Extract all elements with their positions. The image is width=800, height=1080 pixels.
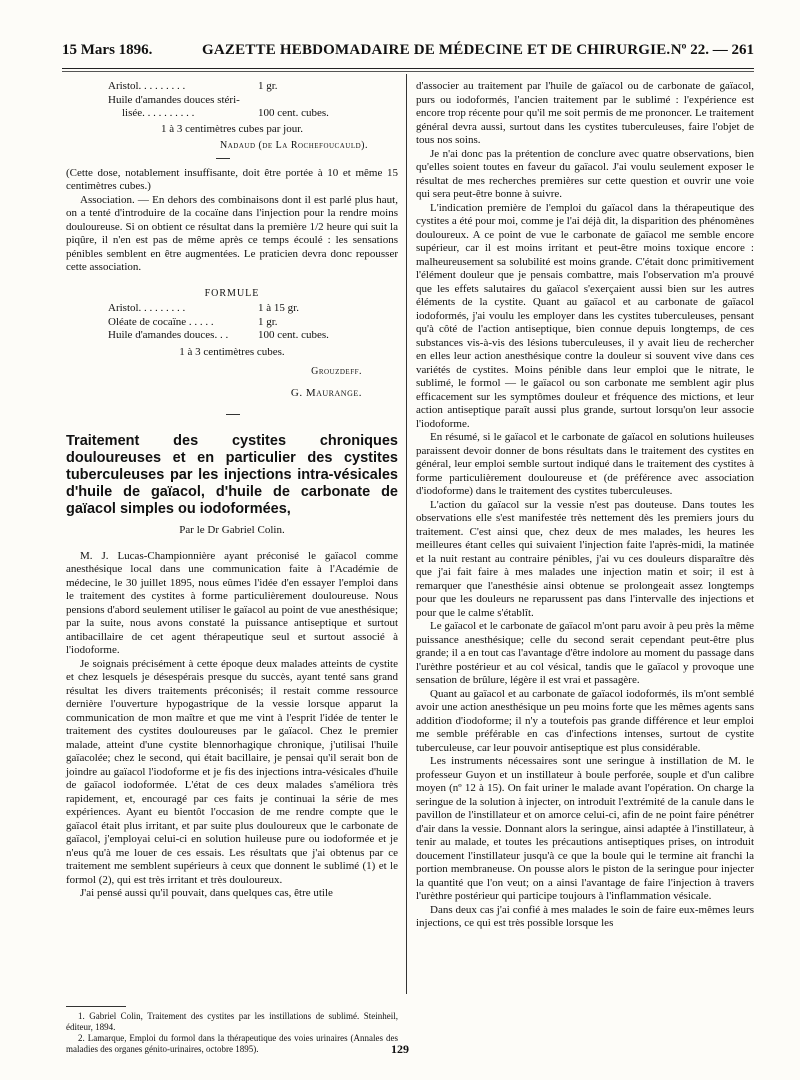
header-issue: Nº 22. — 261 (670, 42, 754, 58)
article-paragraph: Quant au gaïacol et au carbonate de gaïacol iodoformés, ils m'ont semblé avoir une action anesthésique un peu moins forte que les mêmes agents sans addition d'iodoforme; il n'y a toutefois pas grande différence et leur emploi me semble préférable en cas d'infections intenses, surtout de cystite tuberculeuse, car leur pouvoir antiseptique est plus considérable. (416, 687, 754, 754)
rx-line: Aristol. . . . . . . . . 1 gr. (108, 80, 278, 92)
rx1-signature: Nadaud (de La Rochefoucauld). (220, 140, 368, 151)
article-paragraph: Les instruments nécessaires sont une seringue à instillation de M. le professeur Guyon et un instillateur à boule perforée, souple et d'un calibre moyen (nº 12 à 15). On fait uriner le malade avant l'opération. On charge la seringue de la solution à injecter, on introduit l'extrémité de la canule dans le pavillon de l'instillateur et on amorce celui-ci, afin de ne point faire pénétrer d'air dans la vessie. Donnant alors la seringue, ainsi adaptée à l'instillateur, à tenir au malade, et toutes les précautions antiseptiques prises, on introduit doucement l'instillateur jusqu'à ce que la boule qui le termine ait franchi la portion membraneuse. On pousse alors le piston de la seringue pour injecter la quantité que l'on veut; on a ainsi l'avantage de faire l'injection à travers l'urèthre postérieur qui participe toujours à l'inflammation vésicale. (416, 755, 754, 902)
rx2-dose: 1 à 3 centimètres cubes. (179, 345, 285, 358)
article-paragraph: d'associer au traitement par l'huile de gaïacol ou de carbonate de gaïacol, purs ou iodoformés, l'ancien traitement par le sublimé : l'expérience est encore trop récente pour qu'il me soit permis de me prononcer. Le traitement général devra aussi, surtout dans les cystites tuberculeuses, faire l'objet de tous nos soins. (416, 80, 754, 146)
rx-line: Huile d'amandes douces. . . 100 cent. cubes. (108, 329, 329, 341)
header-date: 15 Mars 1896. (62, 42, 153, 58)
article-paragraph: L'indication première de l'emploi du gaïacol dans la thérapeutique des cystites a été pour moi, comme je l'ai déjà dit, la disparition des phénomènes douloureux. A ce point de vue le carbonate de gaïacol me semble encore supérieur, car il est moins irritant et peut-être moins toxique encore : malheureusement sa solubilité est moins grande. C'était donc primitivement l'élément douleur que je pensais combattre, mais l'observation m'a prouvé que les effets salutaires du gaïacol s'exerçaient aussi bien sur les autres éléments de la cystite. Quant au gaïacol et au carbonate de gaïacol iodoformés, j'ai voulu les employer dans les cystites tuberculeuses, pensant qu'à côté de l'action antiseptique, bien connue depuis longtemps, de ces substances vis-à-vis des lésions tuberculeuses, il y avait lieu de rechercher en elles leur action anesthésique contre la douleur si souvent vive dans ces variétés de cystites. Moins pénible dans leur emploi que le nitrate, le sublimé, le formol — le gaïacol ou son carbonate me semblent agir plus efficacement sur les symptômes douleur et fréquence des mictions, et leur action antiseptique paraît aussi plus grande, surtout lorsqu'on leur associe l'iodoforme. (416, 201, 754, 430)
column-divider (406, 74, 407, 994)
footnote: 2. Lamarque, Emploi du formol dans la thérapeutique des voies urinaires (Annales des maladies des organes génito-urinaires, octobre 1895). (66, 1033, 398, 1054)
article-paragraph: Je n'ai donc pas la prétention de conclure avec quatre observations, bien qu'elles soient toutes en faveur du gaïacol. J'ai voulu seulement exposer le résultat de mes recherches premières sur cette question et ouvrir une voie qui sera peut-être bonne à suivre. (416, 147, 754, 200)
rx1-dose: 1 à 3 centimètres cubes par jour. (160, 122, 304, 135)
author-signature: G. Maurange. (290, 386, 362, 399)
article-paragraph: L'action du gaïacol sur la vessie n'est pas douteuse. Dans toutes les observations elle s'est manifestée très nettement dès les premiers jours du traitement. C'est ainsi que, chez deux de mes malades, les heures les meilleures étant celles qui suivaient l'injection faite l'après-midi, la matinée et la nuit restant au contraire pénibles, j'ai vu ces douleurs disparaître dès que j'ai fait faire à mes malades une injection matin et soir; il est à remarquer que l'anesthésie ainsi obtenue se prolongeait assez longtemps pour que les douleurs ne reparussent pas dans l'intervalle des injections et pour que le calme s'établît. (416, 498, 754, 619)
rx-line: Oléate de cocaïne . . . . . 1 gr. (108, 315, 278, 328)
article-paragraph: En résumé, si le gaïacol et le carbonate de gaïacol en solutions huileuses paraissent devoir donner de bons résultats dans le traitement des cystites en général, leur emploi semble surtout indiqué dans le traitement des cystites à forme particulièrement douloureuse et (de préférence avec association d'iodoforme) dans le traitement des cystites tuberculeuses. (416, 431, 754, 497)
header-rule (62, 68, 754, 69)
rx-line: Aristol. . . . . . . . . 1 à 15 gr. (108, 302, 299, 314)
rx-line: Huile d'amandes douces stéri- (108, 93, 240, 106)
article-paragraph: M. J. Lucas-Championnière ayant préconisé le gaïacol comme anesthésique local dans une communication faite à l'Académie de médecine, le 30 juillet 1895, nous eûmes l'idée d'en essayer l'emploi dans le traitement des cystites à forme particulièrement douloureuse. Nous pensions d'abord seulement utiliser le gaïacol au point de vue anesthésique; par la suite, nous avons constaté la puissance antiseptique et surtout antibacillaire de cet agent thérapeutique seul et surtout associé à l'iodoforme. (66, 549, 398, 656)
paragraph-association: Association. — En dehors des combinaisons dont il est parlé plus haut, on a tenté d'introduire de la cocaïne dans l'injection pour la rendre moins douloureuse. Si on obtient ce résultat dans la première 1/2 heure qui suit la piqûre, il n'en est pas de même après ce temps écoulé : les sensations pénibles semblent en être augmentées. Le praticien devra donc repousser cette association. (66, 193, 398, 273)
section-separator (226, 414, 240, 415)
running-header (62, 42, 754, 64)
header-journal: GAZETTE HEBDOMADAIRE DE MÉDECINE ET DE CHIRURGIE. (202, 42, 671, 58)
footnote-rule (66, 1006, 126, 1007)
article-title: Traitement des cystites chroniques douloureuses et en particulier des cystites tuberculeuses par les injections intra-vésicales d'huile de gaïacol, d'huile de carbonate de gaïacol simples ou iodoformées, (66, 433, 398, 517)
paragraph-dose: (Cette dose, notablement insuffisante, doit être portée à 10 et même 15 centimètres cubes.) (66, 166, 398, 192)
left-column (66, 80, 398, 901)
article-paragraph: Dans deux cas j'ai confié à mes malades le soin de faire eux-mêmes leurs injections, ce qui est très possible lorsque les (416, 903, 754, 929)
article-paragraph: Le gaïacol et le carbonate de gaïacol m'ont paru avoir à peu près la même puissance anesthésique; celle du second serait cependant peut-être plus grande; il a en tout cas l'avantage d'être indolore au moment du passage dans l'urèthre postérieur et au col vésical, tandis que le gaïacol y provoque une sensation de brûlure, légère il est vrai et passagère. (416, 620, 754, 686)
rx2-signature: Grouzdeff. (311, 366, 362, 377)
article-paragraph: J'ai pensé aussi qu'il pouvait, dans quelques cas, être utile (80, 887, 333, 899)
page-number: 129 (391, 1042, 409, 1056)
header-rule-thin (62, 71, 754, 72)
right-column (416, 80, 754, 931)
rx-line: lisée. . . . . . . . . . 100 cent. cubes. (122, 107, 329, 119)
article-paragraph: Je soignais précisément à cette époque deux malades atteints de cystite et chez lesquels je désespérais presque du succès, ayant tenté sans grand résultat les divers traitements préconisés; il restait comme ressource dernière l'ouverture hypogastrique de la vessie lorsque apparut la communication de mon maître et que me vint à l'esprit l'idée de tenter le traitement des cystites douloureuses par le gaïacol. Chez le premier malade, atteint d'une cystite blennorhagique chronique, j'utilisai l'huile gaïacolée; chez le second, qui était bacillaire, je pensai qu'il serait bon de joindre au gaïacol l'iodoforme et je fis des injections intra-vésicales d'huile de gaïacol iodoformée. L'état de ces deux malades s'améliora très rapidement, et, encouragé par ces faits je continuai la série de mes expériences. Ayant eu bientôt l'occasion de me rendre compte que le gaïacol était plus irritant, et par suite plus douloureux que le carbonate de gaïacol, j'employai celui-ci en solution huileuse pure ou iodoformée et je n'eus qu'à me louer de ces essais. Les résultats que j'ai obtenus par ce traitement me semblent supérieurs à ceux que donnent le sublimé (1) et le formol (2), qui est très irritant et très douloureux. (66, 657, 398, 886)
article-byline: Par le Dr Gabriel Colin. (179, 524, 285, 536)
separator (216, 158, 230, 159)
formule-label: FORMULE (204, 287, 260, 299)
footnote: 1. Gabriel Colin, Traitement des cystites par les instillations de sublimé. Steinheil, éditeur, 1894. (66, 1011, 398, 1032)
